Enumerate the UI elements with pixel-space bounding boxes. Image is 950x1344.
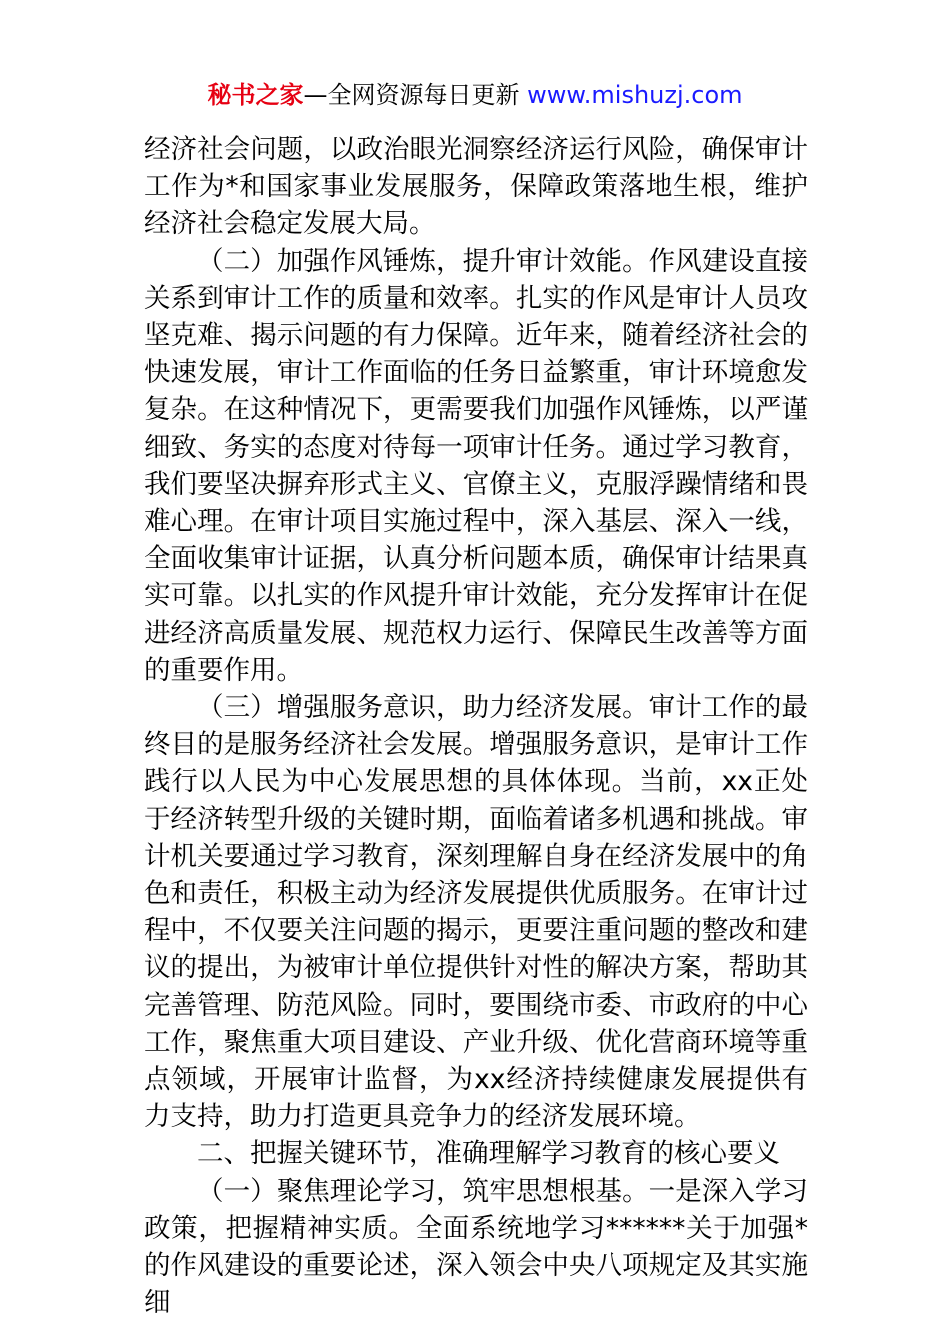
header-brand: 秘书之家 (207, 81, 304, 109)
paragraph-section-2-2: （二）加强作风锤炼，提升审计效能。作风建设直接关系到审计工作的质量和效率。扎实的作风是审计人员攻坚克难、揭示问题的有力保障。近年来，随着经济社会的快速发展，审计工作面临的任务日益繁重，审计环境愈发复杂。在这种情况下，更需要我们加强作风锤炼，以严谨细致、务实的态度对待每一项审计任务。通过学习教育，我们要坚决摒弃形式主义、官僚主义，克服浮躁情绪和畏难心理。在审计项目实施过程中，深入基层、深入一线，全面收集审计证据，认真分析问题本质，确保审计结果真实可靠。以扎实的作风提升审计效能，充分发挥审计在促进经济高质量发展、规范权力运行、保障民生改善等方面的重要作用。 (144, 245, 808, 686)
paragraph-section-2-1: （一）聚焦理论学习，筑牢思想根基。一是深入学习政策，把握精神实质。全面系统地学习******关于加强*的作风建设的重要论述，深入领会中央八项规定及其实施细 (144, 1175, 808, 1319)
paragraph-continuation: 经济社会问题，以政治眼光洞察经济运行风险，确保审计工作为*和国家事业发展服务，保障政策落地生根，维护经济社会稳定发展大局。 (144, 134, 808, 240)
page-header (0, 78, 950, 112)
paragraph-section-2-3: （三）增强服务意识，助力经济发展。审计工作的最终目的是服务经济社会发展。增强服务意识，是审计工作践行以人民为中心发展思想的具体体现。当前，xx正处于经济转型升级的关键时期，面临着诸多机遇和挑战。审计机关要通过学习教育，深刻理解自身在经济发展中的角色和责任，积极主动为经济发展提供优质服务。在审计过程中，不仅要关注问题的揭示，更要注重问题的整改和建议的提出，为被审计单位提供针对性的解决方案，帮助其完善管理、防范风险。同时，要围绕市委、市政府的中心工作，聚焦重大项目建设、产业升级、优化营商环境等重点领域，开展审计监督，为xx经济持续健康发展提供有力支持，助力打造更具竞争力的经济发展环境。 (144, 692, 808, 1133)
document-body (144, 131, 808, 1322)
section-heading-2: 二、把握关键环节，准确理解学习教育的核心要义 (197, 1138, 780, 1170)
header-url-link[interactable]: www.mishuzj.com (527, 81, 743, 109)
header-slogan: —全网资源每日更新 (303, 81, 520, 109)
